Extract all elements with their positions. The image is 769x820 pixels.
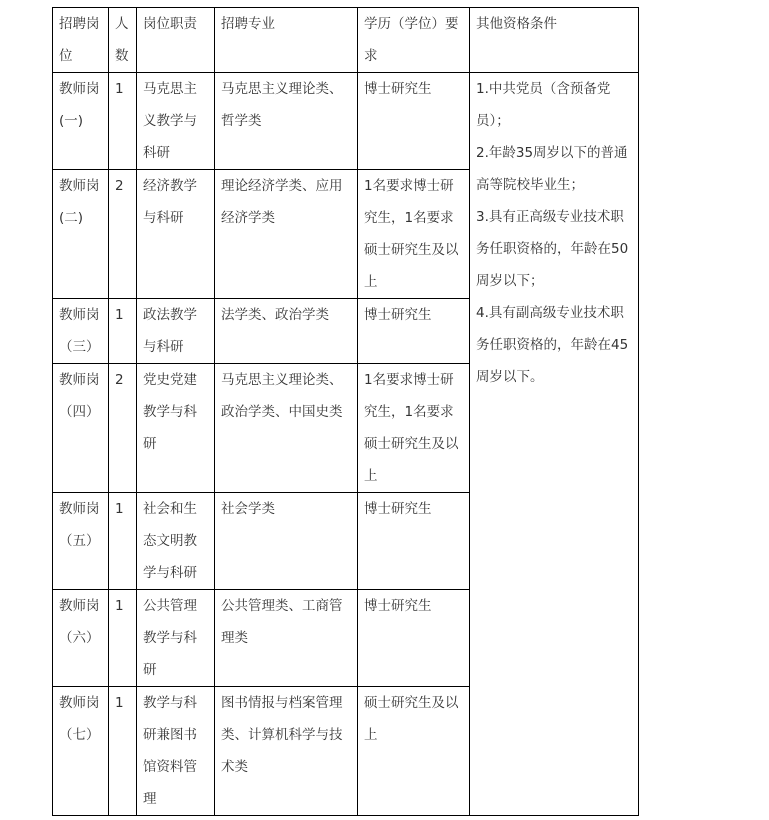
cell-count: 1 [109, 687, 137, 816]
cell-count: 1 [109, 493, 137, 590]
cell-major: 图书情报与档案管理类、计算机科学与技术类 [215, 687, 358, 816]
cell-major: 理论经济学类、应用经济学类 [215, 170, 358, 299]
cell-count: 2 [109, 364, 137, 493]
cell-education: 1名要求博士研究生，1名要求硕士研究生及以上 [358, 170, 470, 299]
cell-position: 教师岗（五） [53, 493, 109, 590]
cell-position: 教师岗（三） [53, 299, 109, 364]
condition-item: 2.年龄35周岁以下的普通高等院校毕业生； [476, 145, 628, 193]
cell-education: 博士研究生 [358, 299, 470, 364]
cell-count: 1 [109, 299, 137, 364]
condition-item: 1.中共党员（含预备党员）； [476, 81, 611, 129]
cell-count: 1 [109, 73, 137, 170]
condition-item: 4.具有副高级专业技术职务任职资格的，年龄在45周岁以下。 [476, 305, 629, 385]
header-other-conditions: 其他资格条件 [470, 8, 639, 73]
header-count: 人数 [109, 8, 137, 73]
cell-major: 公共管理类、工商管理类 [215, 590, 358, 687]
cell-duty: 党史党建教学与科研 [137, 364, 215, 493]
cell-education: 博士研究生 [358, 73, 470, 170]
cell-duty: 马克思主义教学与科研 [137, 73, 215, 170]
cell-count: 1 [109, 590, 137, 687]
cell-position: 教师岗（六） [53, 590, 109, 687]
cell-other-conditions [470, 73, 639, 816]
header-education: 学历（学位）要求 [358, 8, 470, 73]
cell-education: 硕士研究生及以上 [358, 687, 470, 816]
cell-position: 教师岗（四） [53, 364, 109, 493]
cell-position: 教师岗(二) [53, 170, 109, 299]
header-position: 招聘岗位 [53, 8, 109, 73]
header-duty: 岗位职责 [137, 8, 215, 73]
cell-major: 法学类、政治学类 [215, 299, 358, 364]
cell-duty: 政法教学与科研 [137, 299, 215, 364]
cell-duty: 教学与科研兼图书馆资料管理 [137, 687, 215, 816]
cell-education: 博士研究生 [358, 493, 470, 590]
cell-education: 博士研究生 [358, 590, 470, 687]
table-row [53, 73, 639, 170]
recruitment-table [52, 7, 639, 816]
cell-duty: 经济教学与科研 [137, 170, 215, 299]
cell-position: 教师岗(一) [53, 73, 109, 170]
cell-education: 1名要求博士研究生，1名要求硕士研究生及以上 [358, 364, 470, 493]
cell-count: 2 [109, 170, 137, 299]
cell-major: 社会学类 [215, 493, 358, 590]
cell-position: 教师岗（七） [53, 687, 109, 816]
table-header-row [53, 8, 639, 73]
cell-duty: 公共管理教学与科研 [137, 590, 215, 687]
header-major: 招聘专业 [215, 8, 358, 73]
cell-duty: 社会和生态文明教学与科研 [137, 493, 215, 590]
cell-major: 马克思主义理论类、哲学类 [215, 73, 358, 170]
cell-major: 马克思主义理论类、政治学类、中国史类 [215, 364, 358, 493]
condition-item: 3.具有正高级专业技术职务任职资格的，年龄在50周岁以下； [476, 209, 629, 289]
